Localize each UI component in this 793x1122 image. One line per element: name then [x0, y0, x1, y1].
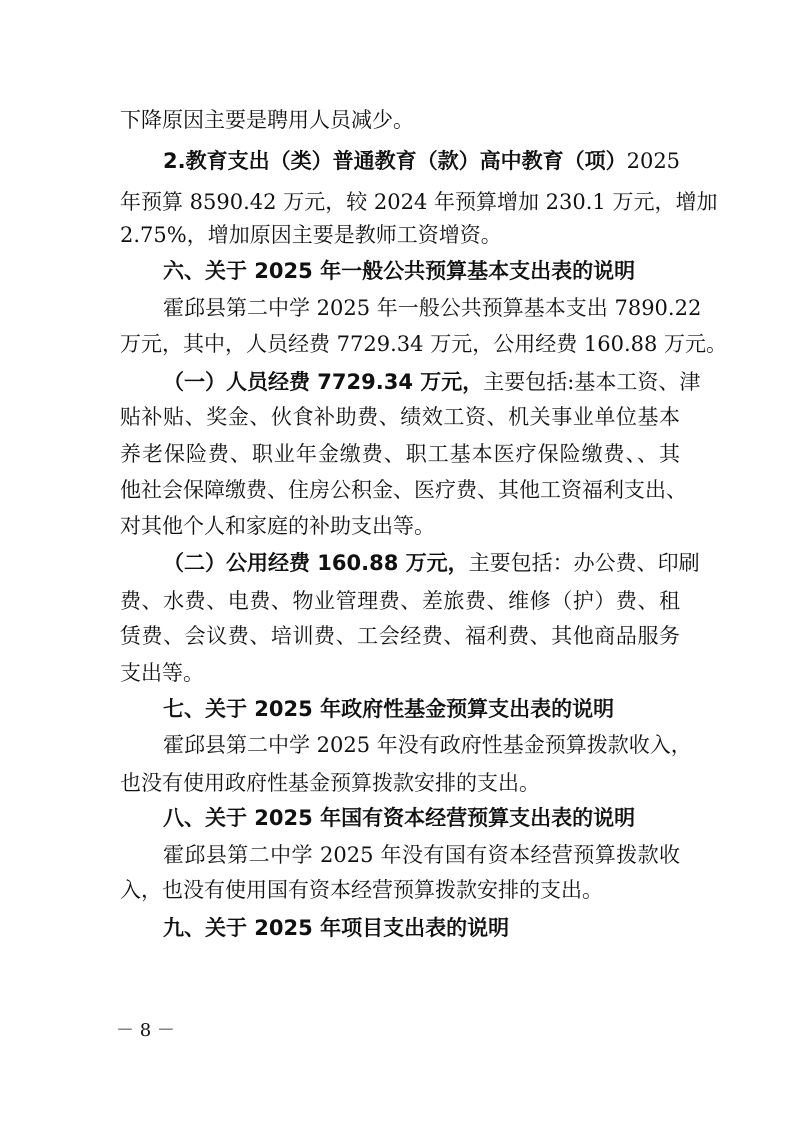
inline-text: 主要包括:基本工资、津 — [483, 370, 701, 394]
paragraph-line: 也没有使用政府性基金预算拨款安排的支出。 — [120, 771, 540, 795]
paragraph-line: 万元，其中，人员经费 7729.34 万元，公用经费 160.88 万元。 — [120, 332, 728, 356]
paragraph-line: 下降原因主要是聘用人员减少。 — [120, 108, 414, 132]
bold-lead: 2.教育支出（类）普通教育（款）高中教育（项） — [163, 149, 627, 173]
paragraph-line: 霍邱县第二中学 2025 年一般公共预算基本支出 7890.22 — [163, 296, 702, 320]
paragraph-line: 贴补贴、奖金、伙食补助费、绩效工资、机关事业单位基本 — [120, 405, 680, 429]
paragraph-line: 霍邱县第二中学 2025 年没有政府性基金预算拨款收入， — [163, 733, 692, 757]
paragraph-line: 支出等。 — [120, 661, 204, 685]
inline-text: 2025 — [626, 149, 681, 173]
section-heading: 七、关于 2025 年政府性基金预算支出表的说明 — [163, 697, 615, 721]
bold-lead: （一）人员经费 7729.34 万元， — [163, 370, 484, 394]
paragraph-line: 年预算 8590.42 万元，较 2024 年预算增加 230.1 万元，增加 — [120, 190, 718, 214]
paragraph-line — [163, 148, 680, 174]
paragraph-line: 对其他个人和家庭的补助支出等。 — [120, 514, 435, 538]
bold-lead: （二）公用经费 160.88 万元， — [163, 551, 469, 575]
paragraph-line: 入，也没有使用国有资本经营预算拨款安排的支出。 — [120, 878, 603, 902]
inline-text: 主要包括：办公费、印刷 — [468, 551, 700, 575]
section-heading: 九、关于 2025 年项目支出表的说明 — [163, 916, 510, 940]
section-heading: 八、关于 2025 年国有资本经营预算支出表的说明 — [163, 806, 636, 830]
paragraph-line: 赁费、会议费、培训费、工会经费、福利费、其他商品服务 — [120, 624, 680, 648]
paragraph-line: 养老保险费、职业年金缴费、职工基本医疗保险缴费、、其 — [120, 442, 680, 466]
paragraph-line: 2.75%，增加原因主要是教师工资增资。 — [120, 223, 502, 247]
paragraph-line: 他社会保障缴费、住房公积金、医疗费、其他工资福利支出、 — [120, 478, 687, 502]
page-number: － 8 － — [116, 1020, 175, 1041]
paragraph-line — [163, 369, 701, 395]
section-heading: 六、关于 2025 年一般公共预算基本支出表的说明 — [163, 259, 636, 283]
paragraph-line — [163, 550, 700, 576]
paragraph-line: 费、水费、电费、物业管理费、差旅费、维修（护）费、租 — [120, 589, 680, 613]
paragraph-line: 霍邱县第二中学 2025 年没有国有资本经营预算拨款收 — [163, 843, 680, 867]
